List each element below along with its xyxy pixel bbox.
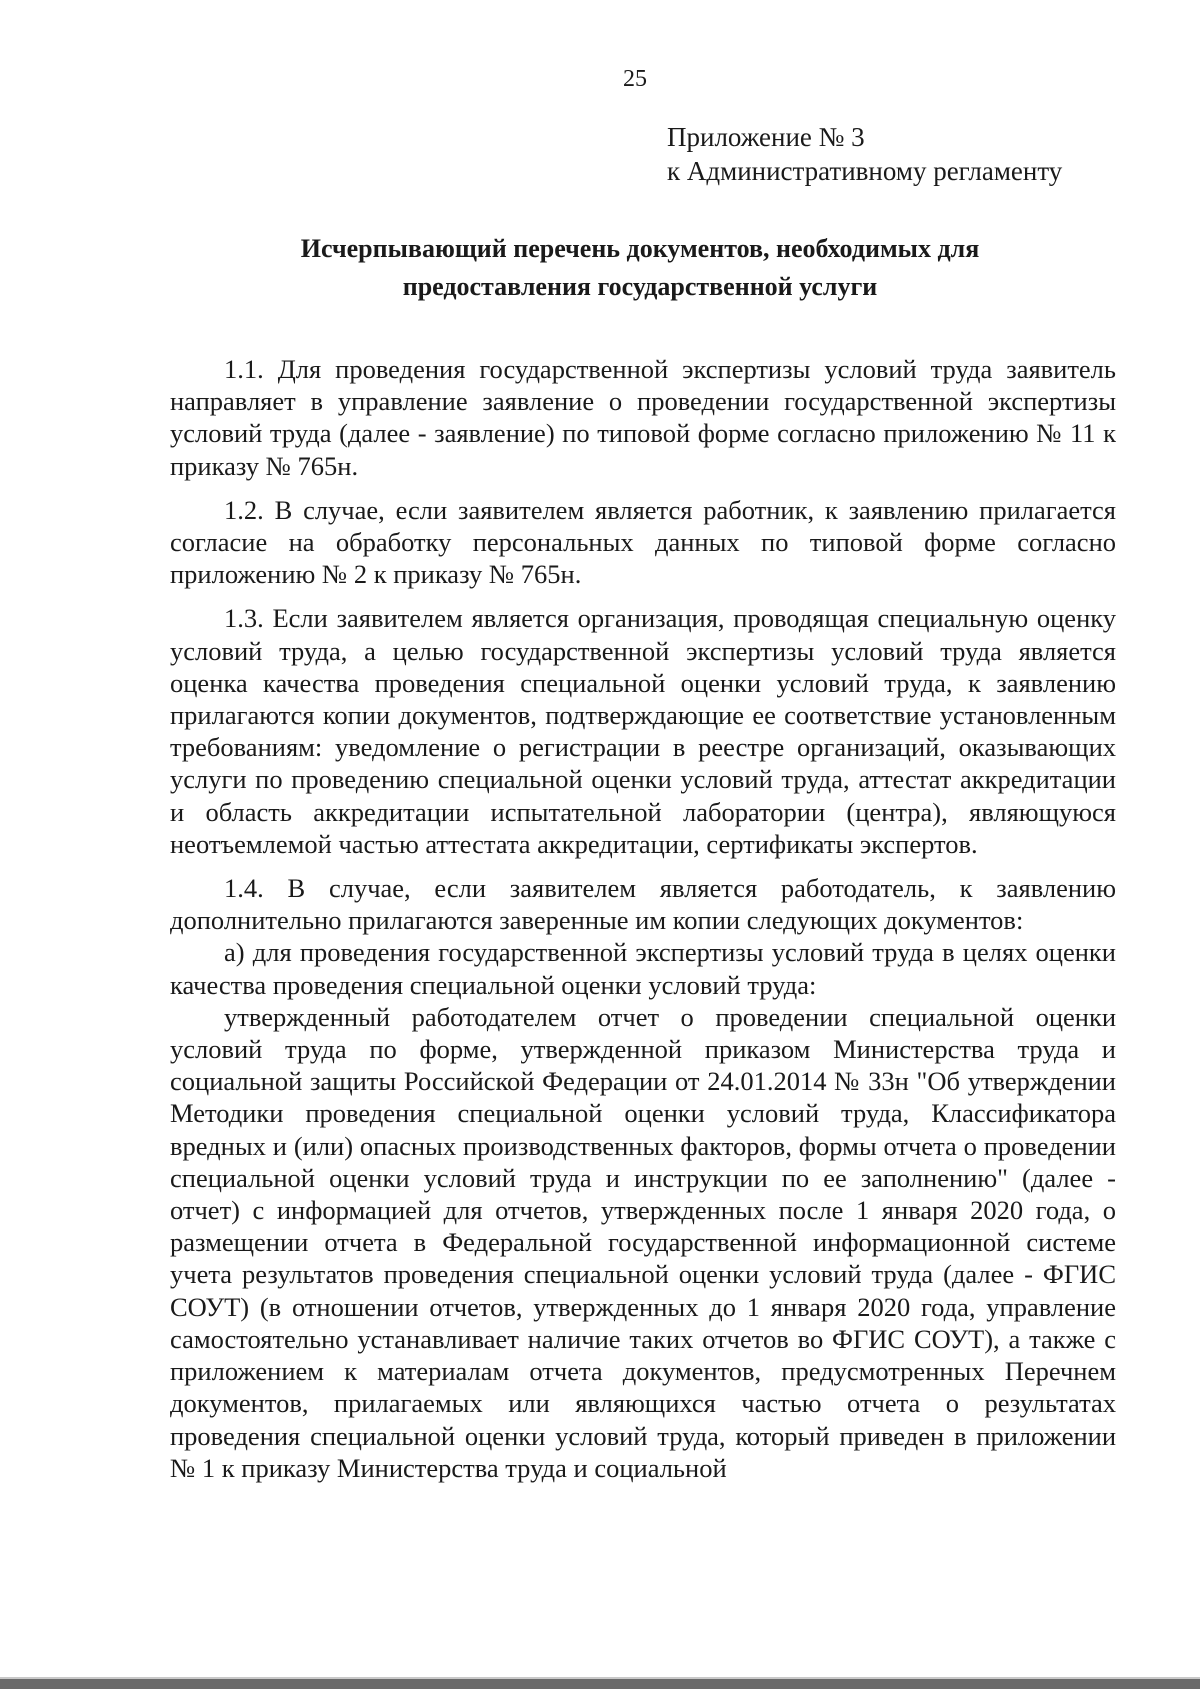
document-body bbox=[170, 353, 1116, 1484]
appendix-line-1: Приложение № 3 bbox=[667, 122, 865, 152]
document-title bbox=[170, 230, 1110, 306]
paragraph-report: утвержденный работодателем отчет о проведении специальной оценки условий труда по форме, утвержденной приказом Министерства труда и социальной защиты Российской Федерации от 24.01.2014 № 33н "Об утверждении Методики проведения специальной оценки условий труда, Классификатора вредных и (или) опасных производственных факторов, формы отчета о проведении специальной оценки условий труда и инструкции по ее заполнению" (далее - отчет) с информацией для отчетов, утвержденных после 1 января 2020 года, о размещении отчета в Федеральной государственной информационной системе учета результатов проведения специальной оценки условий труда (далее - ФГИС СОУТ) (в отношении отчетов, утвержденных до 1 января 2020 года, управление самостоятельно устанавливает наличие таких отчетов во ФГИС СОУТ), а также с приложением к материалам отчета документов, предусмотренных Перечнем документов, прилагаемых или являющихся частью отчета о результатах проведения специальной оценки условий труда, который приведен в приложении № 1 к приказу Министерства труда и социальной bbox=[170, 1001, 1116, 1483]
page-number: 25 bbox=[623, 66, 647, 92]
paragraph-1-3: 1.3. Если заявителем является организация, проводящая специальную оценку условий труда, а целью государственной экспертизы условий труда является оценка качества проведения специальной оценки условий труда, к заявлению прилагаются копии документов, подтверждающие ее соответствие установленным требованиям: уведомление о регистрации в реестре организаций, оказывающих услуги по проведению специальной оценки условий труда, аттестат аккредитации и область аккредитации испытательной лаборатории (центра), являющуюся неотъемлемой частью аттестата аккредитации, сертификаты экспертов. bbox=[170, 603, 1116, 859]
appendix-reference bbox=[667, 120, 1062, 188]
scan-edge bbox=[0, 1679, 1200, 1689]
paragraph-1-2: 1.2. В случае, если заявителем является работник, к заявлению прилагается согласие на обработку персональных данных по типовой форме согласно приложению № 2 к приказу № 765н. bbox=[170, 494, 1116, 590]
appendix-line-2: к Административному регламенту bbox=[667, 156, 1063, 186]
title-line-2: предоставления государственной услуги bbox=[402, 272, 878, 301]
paragraph-1-4-a: а) для проведения государственной экспертизы условий труда в целях оценки качества проведения специальной оценки условий труда: bbox=[170, 937, 1116, 1000]
paragraph-1-4: 1.4. В случае, если заявителем является работодатель, к заявлению дополнительно прилагаются заверенные им копии следующих документов: bbox=[170, 873, 1116, 936]
paragraph-1-1: 1.1. Для проведения государственной экспертизы условий труда заявитель направляет в управление заявление о проведении государственной экспертизы условий труда (далее - заявление) по типовой форме согласно приложению № 11 к приказу № 765н. bbox=[170, 354, 1116, 481]
title-line-1: Исчерпывающий перечень документов, необходимых для bbox=[300, 234, 980, 263]
